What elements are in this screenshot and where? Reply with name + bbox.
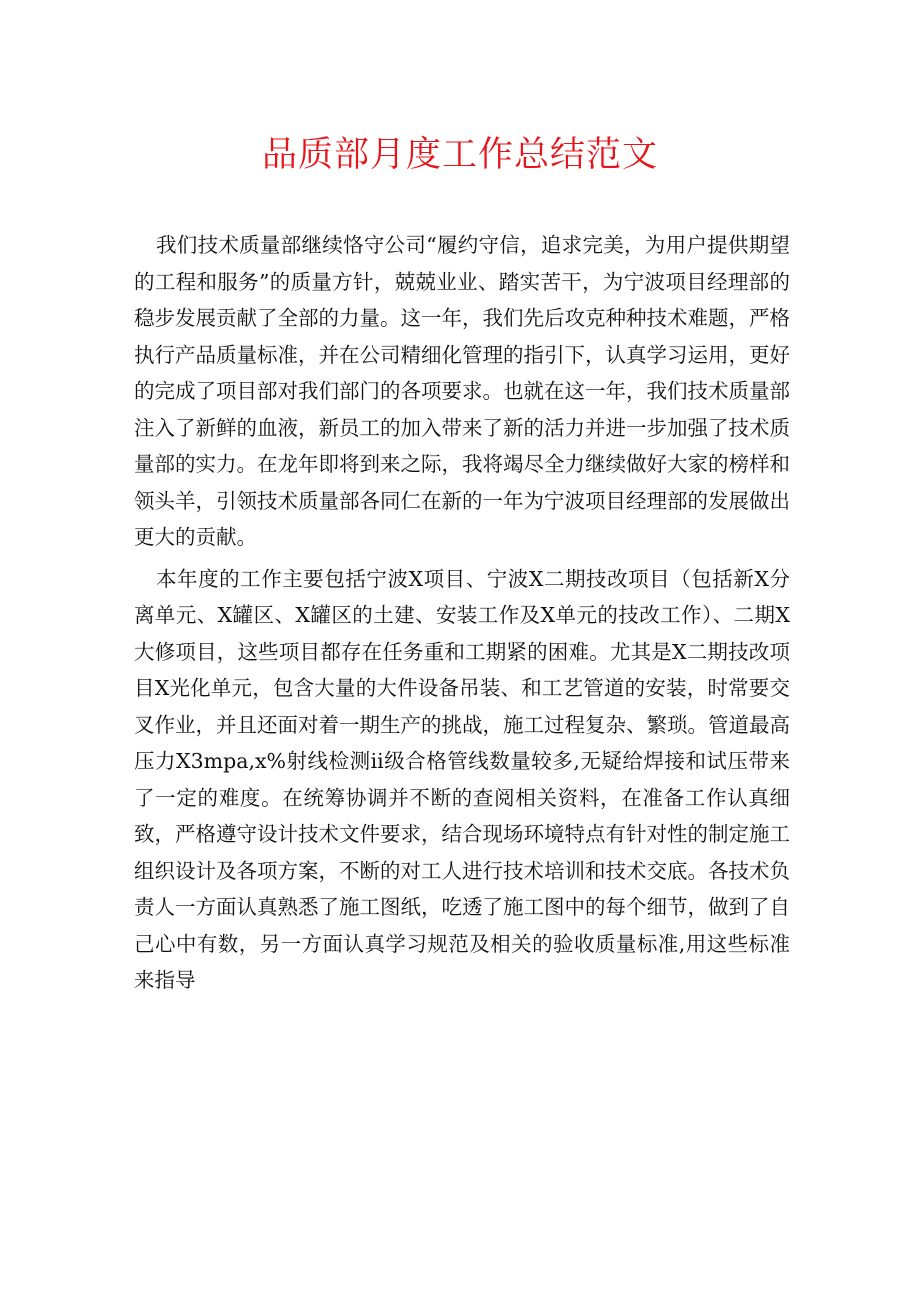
paragraph-intro: 我们技术质量部继续恪守公司“履约守信，追求完美，为用户提供期望的工程和服务”的质量方针，兢兢业业、踏实苦干，为宁波项目经理部的稳步发展贡献了全部的力量。这一年，我们先后攻克种种技术难题，严格执行产品质量标准，并在公司精细化管理的指引下，认真学习运用，更好的完成了项目部对我们部门的各项要求。也就在这一年，我们技术质量部注入了新鲜的血液，新员工的加入带来了新的活力并进一步加强了技术质量部的实力。在龙年即将到来之际，我将竭尽全力继续做好大家的榜样和领头羊，引领技术质量部各同仁在新的一年为宁波项目经理部的发展做出更大的贡献。 bbox=[134, 233, 790, 549]
document-title: 品质部月度工作总结范文 bbox=[261, 135, 658, 175]
paragraph-annual-work: 本年度的工作主要包括宁波X项目、宁波X二期技改项目（包括新X分离单元、X罐区、X罐区的土建、安装工作及X单元的技改工作）、二期X大修项目，这些项目都存在任务重和工期紧的困难。尤其是X二期技改项目X光化单元，包含大量的大件设备吊装、和工艺管道的安装，时常要交叉作业，并且还面对着一期生产的挑战，施工过程复杂、繁琐。管道最高压力X3mpa,x%射线检测ii级合格管线数量较多,无疑给焊接和试压带来了一定的难度。在统筹协调并不断的查阅相关资料，在准备工作认真细致，严格遵守设计技术文件要求，结合现场环境特点有针对性的制定施工组织设计及各项方案，不断的对工人进行技术培训和技术交底。各技术负责人一方面认真熟悉了施工图纸，吃透了施工图中的每个细节，做到了自己心中有数，另一方面认真学习规范及相关的验收质量标准,用这些标准来指导 bbox=[134, 566, 790, 992]
document-body bbox=[134, 227, 790, 999]
